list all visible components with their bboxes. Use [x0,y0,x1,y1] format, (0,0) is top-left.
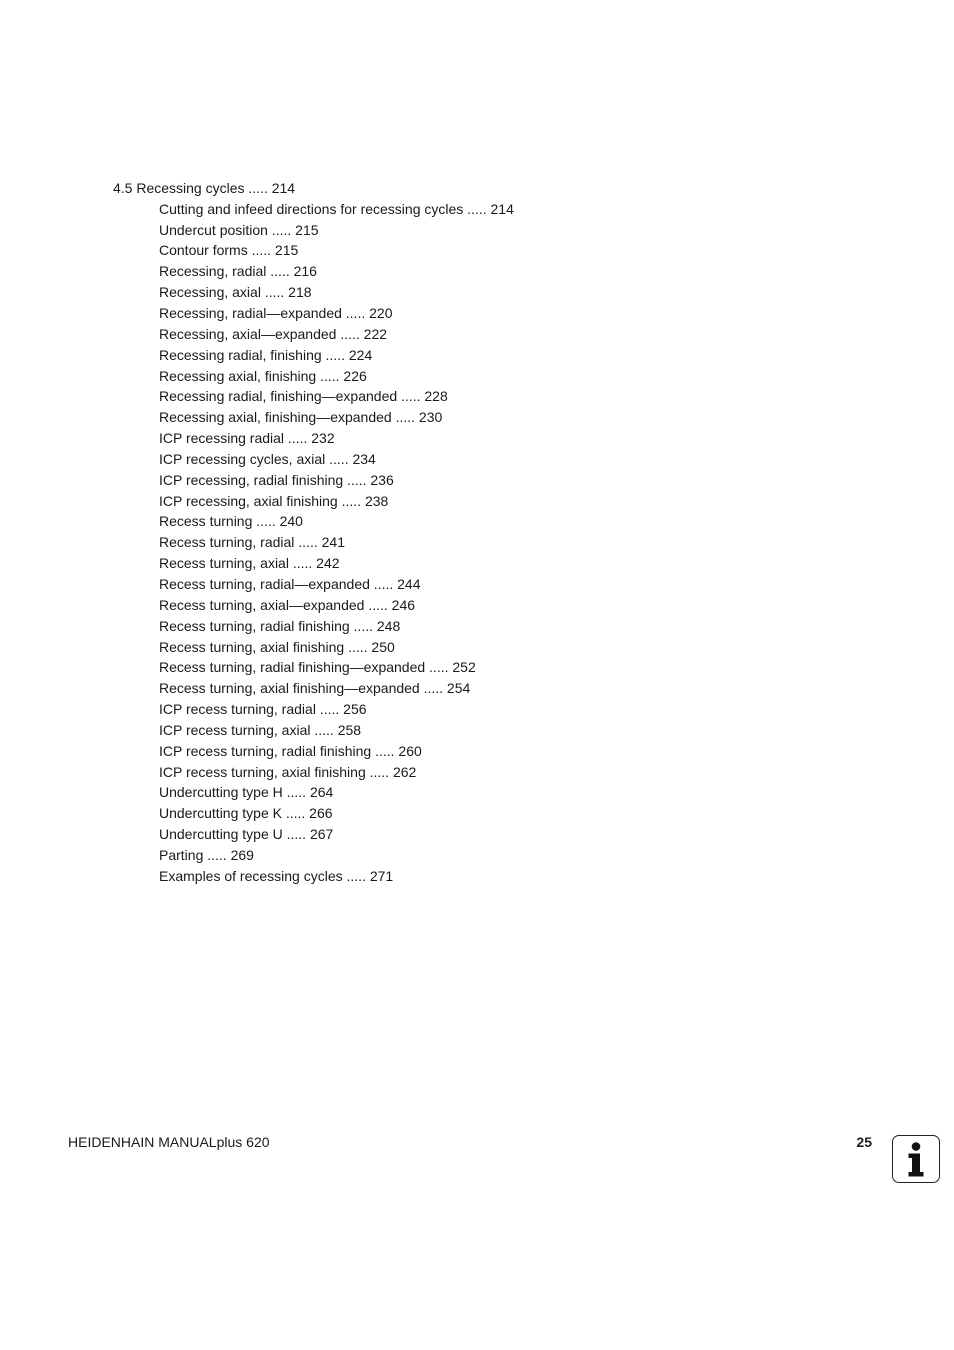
toc-entry[interactable]: Cutting and infeed directions for recessing cycles ..... 214 [159,200,514,217]
page-number: 25 [856,1134,872,1150]
toc-entry[interactable]: Recess turning, axial finishing ..... 250 [159,638,395,655]
toc-entry[interactable]: Recessing, axial ..... 218 [159,284,312,301]
toc-entry[interactable]: Recessing axial, finishing ..... 226 [159,367,367,384]
toc-entry-list [113,199,833,887]
toc-entry[interactable]: Undercut position ..... 215 [159,221,319,238]
toc-entry[interactable]: ICP recess turning, axial finishing ..... 262 [159,763,417,780]
toc-entry[interactable]: Undercutting type K ..... 266 [159,805,333,822]
toc-entry[interactable]: Parting ..... 269 [159,846,254,863]
toc-entry[interactable]: Recess turning, axial ..... 242 [159,555,340,572]
toc-entry[interactable]: Undercutting type U ..... 267 [159,826,334,843]
footer-manual-title: HEIDENHAIN MANUALplus 620 [68,1134,270,1150]
toc-entry[interactable]: ICP recess turning, axial ..... 258 [159,721,362,738]
toc-entry[interactable]: Recess turning, radial ..... 241 [159,534,345,551]
toc-section-heading[interactable]: 4.5 Recessing cycles ..... 214 [113,180,296,196]
toc-entry[interactable]: ICP recess turning, radial ..... 256 [159,701,367,718]
toc-entry[interactable]: Recessing axial, finishing—expanded ..... 230 [159,409,443,426]
toc-entry[interactable]: Recess turning, axial finishing—expanded ..... 254 [159,680,471,697]
toc-entry[interactable]: Recess turning, radial finishing—expanded ..... 252 [159,659,476,676]
toc-entry[interactable]: Recessing, radial—expanded ..... 220 [159,305,393,322]
table-of-contents [113,178,833,887]
info-icon [892,1135,940,1183]
toc-entry[interactable]: Contour forms ..... 215 [159,242,299,259]
toc-entry[interactable]: ICP recessing cycles, axial ..... 234 [159,450,376,467]
toc-entry[interactable]: ICP recessing, radial finishing ..... 236 [159,471,394,488]
toc-entry[interactable]: Recess turning, axial—expanded ..... 246 [159,596,416,613]
toc-entry[interactable]: Examples of recessing cycles ..... 271 [159,867,394,884]
toc-entry[interactable]: Recess turning, radial finishing ..... 248 [159,617,401,634]
toc-entry[interactable]: ICP recess turning, radial finishing ..... 260 [159,742,422,759]
toc-entry[interactable]: Recessing radial, finishing—expanded ..... 228 [159,388,448,405]
toc-entry[interactable]: Recessing radial, finishing ..... 224 [159,346,373,363]
toc-entry[interactable]: Recess turning, radial—expanded ..... 244 [159,575,421,592]
toc-entry[interactable]: Recessing, radial ..... 216 [159,263,317,280]
toc-entry[interactable]: Recessing, axial—expanded ..... 222 [159,325,388,342]
toc-entry[interactable]: ICP recessing radial ..... 232 [159,430,335,447]
toc-entry[interactable]: Recess turning ..... 240 [159,513,303,530]
toc-entry[interactable]: ICP recessing, axial finishing ..... 238 [159,492,389,509]
toc-entry[interactable]: Undercutting type H ..... 264 [159,784,334,801]
